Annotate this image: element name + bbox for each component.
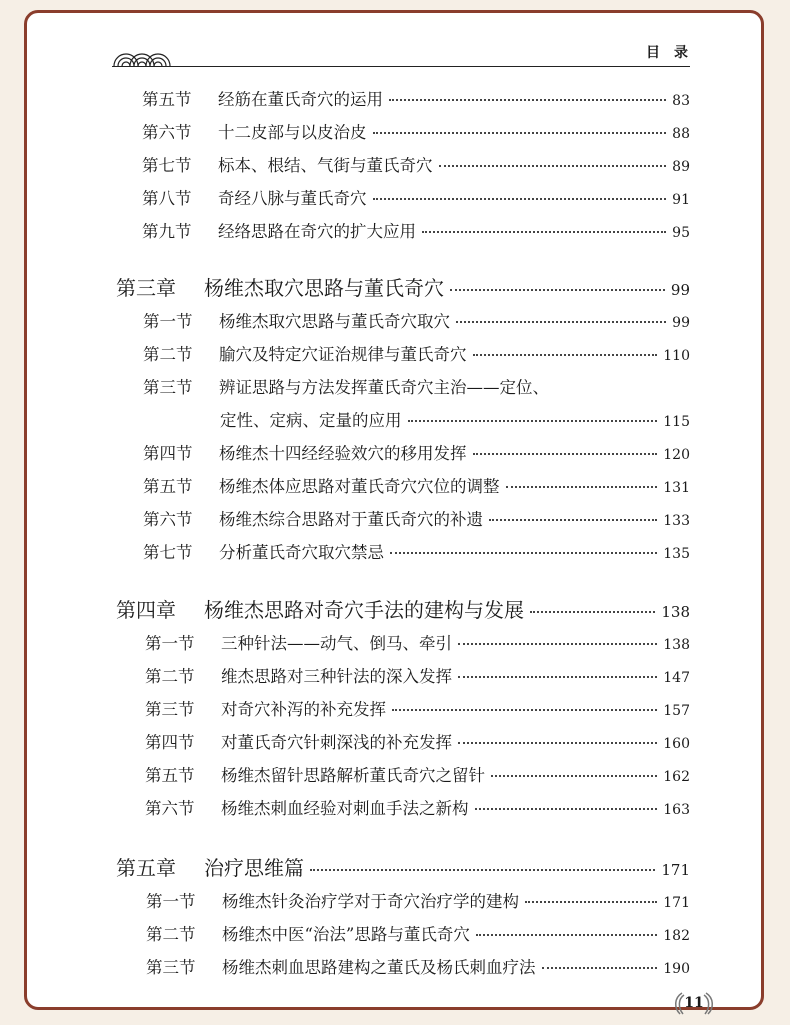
dot-leader: [491, 775, 657, 777]
toc-section-entry[interactable]: [146, 888, 690, 912]
toc-entry-label: 第九节: [142, 222, 192, 241]
toc-section-entry[interactable]: [145, 762, 690, 786]
toc-entry-page: 171: [661, 861, 690, 879]
toc-entry-page: 133: [663, 513, 690, 529]
toc-entry-title: 杨维杰刺血思路建构之董氏及杨氏刺血疗法: [222, 958, 536, 977]
toc-section-entry[interactable]: [220, 407, 690, 431]
toc-chapter-entry[interactable]: [116, 852, 690, 881]
toc-entry-title: 经筋在董氏奇穴的运用: [218, 90, 383, 109]
toc-entry-title: 杨维杰取穴思路与董氏奇穴: [204, 276, 444, 300]
toc-entry-label: 第六节: [143, 510, 193, 529]
toc-section-entry[interactable]: [143, 341, 690, 365]
toc-entry-page: 83: [672, 93, 690, 109]
toc-entry-page: 89: [672, 159, 690, 175]
toc-section-entry[interactable]: [143, 308, 690, 332]
toc-entry-label: 第一节: [143, 312, 193, 331]
dot-leader: [542, 967, 658, 969]
toc-entry-title: 对董氏奇穴针刺深浅的补充发挥: [221, 733, 452, 752]
toc-entry-label: 第四节: [145, 733, 195, 752]
toc-entry-label: 第五节: [145, 766, 195, 785]
toc-entry-page: 171: [663, 895, 690, 911]
toc-entry-title: 十二皮部与以皮治皮: [218, 123, 367, 142]
toc-entry-page: 115: [663, 414, 690, 430]
toc-entry-title: 杨维杰取穴思路与董氏奇穴取穴: [219, 312, 450, 331]
toc-entry-title: 腧穴及特定穴证治规律与董氏奇穴: [219, 345, 467, 364]
toc-entry-title: 维杰思路对三种针法的深入发挥: [221, 667, 452, 686]
toc-entry-title: 分析董氏奇穴取穴禁忌: [219, 543, 384, 562]
toc-entry-label: 第一节: [145, 634, 195, 653]
page-number: 11: [684, 995, 704, 1011]
dot-leader: [422, 231, 666, 233]
toc-chapter-entry[interactable]: [116, 272, 690, 301]
toc-entry-label: 第二节: [145, 667, 195, 686]
toc-section-entry[interactable]: [142, 119, 690, 143]
toc-entry-label: 第五节: [142, 90, 192, 109]
toc-section-entry[interactable]: [146, 954, 690, 978]
toc-section-entry[interactable]: [145, 663, 690, 687]
toc-entry-title: 杨维杰中医“治法”思路与董氏奇穴: [222, 925, 470, 944]
toc-entry-page: 160: [663, 736, 690, 752]
toc-section-entry[interactable]: [142, 152, 690, 176]
toc-entry-page: 131: [663, 480, 690, 496]
dot-leader: [473, 354, 658, 356]
toc-entry-label: 第三节: [146, 958, 196, 977]
toc-entry-label: 第三节: [145, 700, 195, 719]
dot-leader: [473, 453, 658, 455]
toc-entry-page: 110: [663, 348, 690, 364]
toc-entry-label: 第七节: [143, 543, 193, 562]
toc-entry-title: 杨维杰针灸治疗学对于奇穴治疗学的建构: [222, 892, 519, 911]
toc-entry-page: 95: [672, 225, 690, 241]
toc-section-entry[interactable]: [142, 185, 690, 209]
toc-entry-page: 135: [663, 546, 690, 562]
header-title: 目 录: [646, 45, 688, 61]
toc-entry-page: 138: [663, 637, 690, 653]
toc-section-entry[interactable]: [143, 473, 690, 497]
toc-section-entry[interactable]: [143, 539, 690, 563]
toc-entry-page: 99: [670, 281, 690, 299]
toc-section-entry[interactable]: [145, 696, 690, 720]
toc-entry-page: 120: [663, 447, 690, 463]
dot-leader: [450, 289, 665, 291]
toc-entry-page: 157: [663, 703, 690, 719]
toc-entry-page: 88: [672, 126, 690, 142]
toc-section-entry[interactable]: [142, 86, 690, 110]
page-number-badge: [672, 988, 716, 1018]
toc-entry-title: 杨维杰十四经经验效穴的移用发挥: [219, 444, 467, 463]
dot-leader: [408, 420, 658, 422]
toc-entry-label: 第二节: [143, 345, 193, 364]
toc-entry-page: 99: [672, 315, 690, 331]
toc-entry-label: 第六节: [142, 123, 192, 142]
dot-leader: [392, 709, 657, 711]
dot-leader: [506, 486, 658, 488]
dot-leader: [489, 519, 657, 521]
toc-entry-title: 杨维杰综合思路对于董氏奇穴的补遗: [219, 510, 483, 529]
toc-entry-title: 标本、根结、气街与董氏奇穴: [218, 156, 433, 175]
dot-leader: [525, 901, 657, 903]
toc-chapter-entry[interactable]: [116, 594, 690, 623]
toc-entry-page: 182: [663, 928, 690, 944]
toc-entry-title: 辨证思路与方法发挥董氏奇穴主治——定位、: [219, 378, 549, 397]
toc-entry-label: 第四章: [116, 598, 176, 622]
toc-entry-title: 杨维杰留针思路解析董氏奇穴之留针: [221, 766, 485, 785]
toc-entry-page: 190: [663, 961, 690, 977]
dot-leader: [456, 321, 666, 323]
toc-section-entry[interactable]: [143, 440, 690, 464]
toc-entry-label: 第三章: [116, 276, 176, 300]
toc-entry-label: 第二节: [146, 925, 196, 944]
toc-entry-page: 162: [663, 769, 690, 785]
toc-entry-label: 第五节: [143, 477, 193, 496]
dot-leader: [389, 99, 666, 101]
toc-entry-page: 138: [661, 603, 690, 621]
toc-entry-label: 第三节: [143, 378, 193, 397]
toc-entry-label: 第四节: [143, 444, 193, 463]
toc-entry-title: 定性、定病、定量的应用: [220, 411, 402, 430]
toc-entry-title: 杨维杰体应思路对董氏奇穴穴位的调整: [219, 477, 500, 496]
dot-leader: [310, 869, 655, 871]
toc-section-entry[interactable]: [145, 630, 690, 654]
dot-leader: [475, 808, 658, 810]
toc-section-entry[interactable]: [146, 921, 690, 945]
dot-leader: [458, 643, 657, 645]
toc-entry-page: 163: [663, 802, 690, 818]
toc-entry-title: 杨维杰思路对奇穴手法的建构与发展: [204, 598, 524, 622]
toc-entry-page: 91: [672, 192, 690, 208]
dot-leader: [373, 198, 667, 200]
toc-entry-title: 三种针法——动气、倒马、牵引: [221, 634, 452, 653]
toc-section-entry[interactable]: [145, 795, 690, 819]
toc-entry-label: 第八节: [142, 189, 192, 208]
toc-section-entry[interactable]: [143, 374, 549, 398]
toc-section-entry[interactable]: [145, 729, 690, 753]
toc-entry-title: 治疗思维篇: [204, 856, 304, 880]
toc-entry-title: 奇经八脉与董氏奇穴: [218, 189, 367, 208]
toc-entry-title: 对奇穴补泻的补充发挥: [221, 700, 386, 719]
toc-entry-label: 第一节: [146, 892, 196, 911]
dot-leader: [439, 165, 667, 167]
toc-entry-label: 第五章: [116, 856, 176, 880]
toc-entry-title: 杨维杰刺血经验对刺血手法之新构: [221, 799, 469, 818]
dot-leader: [476, 934, 657, 936]
dot-leader: [530, 611, 655, 613]
dot-leader: [373, 132, 667, 134]
toc-entry-label: 第七节: [142, 156, 192, 175]
toc-entry-page: 147: [663, 670, 690, 686]
toc-section-entry[interactable]: [142, 218, 690, 242]
toc-entry-title: 经络思路在奇穴的扩大应用: [218, 222, 416, 241]
toc-entry-label: 第六节: [145, 799, 195, 818]
dot-leader: [458, 742, 657, 744]
toc-section-entry[interactable]: [143, 506, 690, 530]
dot-leader: [390, 552, 657, 554]
dot-leader: [458, 676, 657, 678]
